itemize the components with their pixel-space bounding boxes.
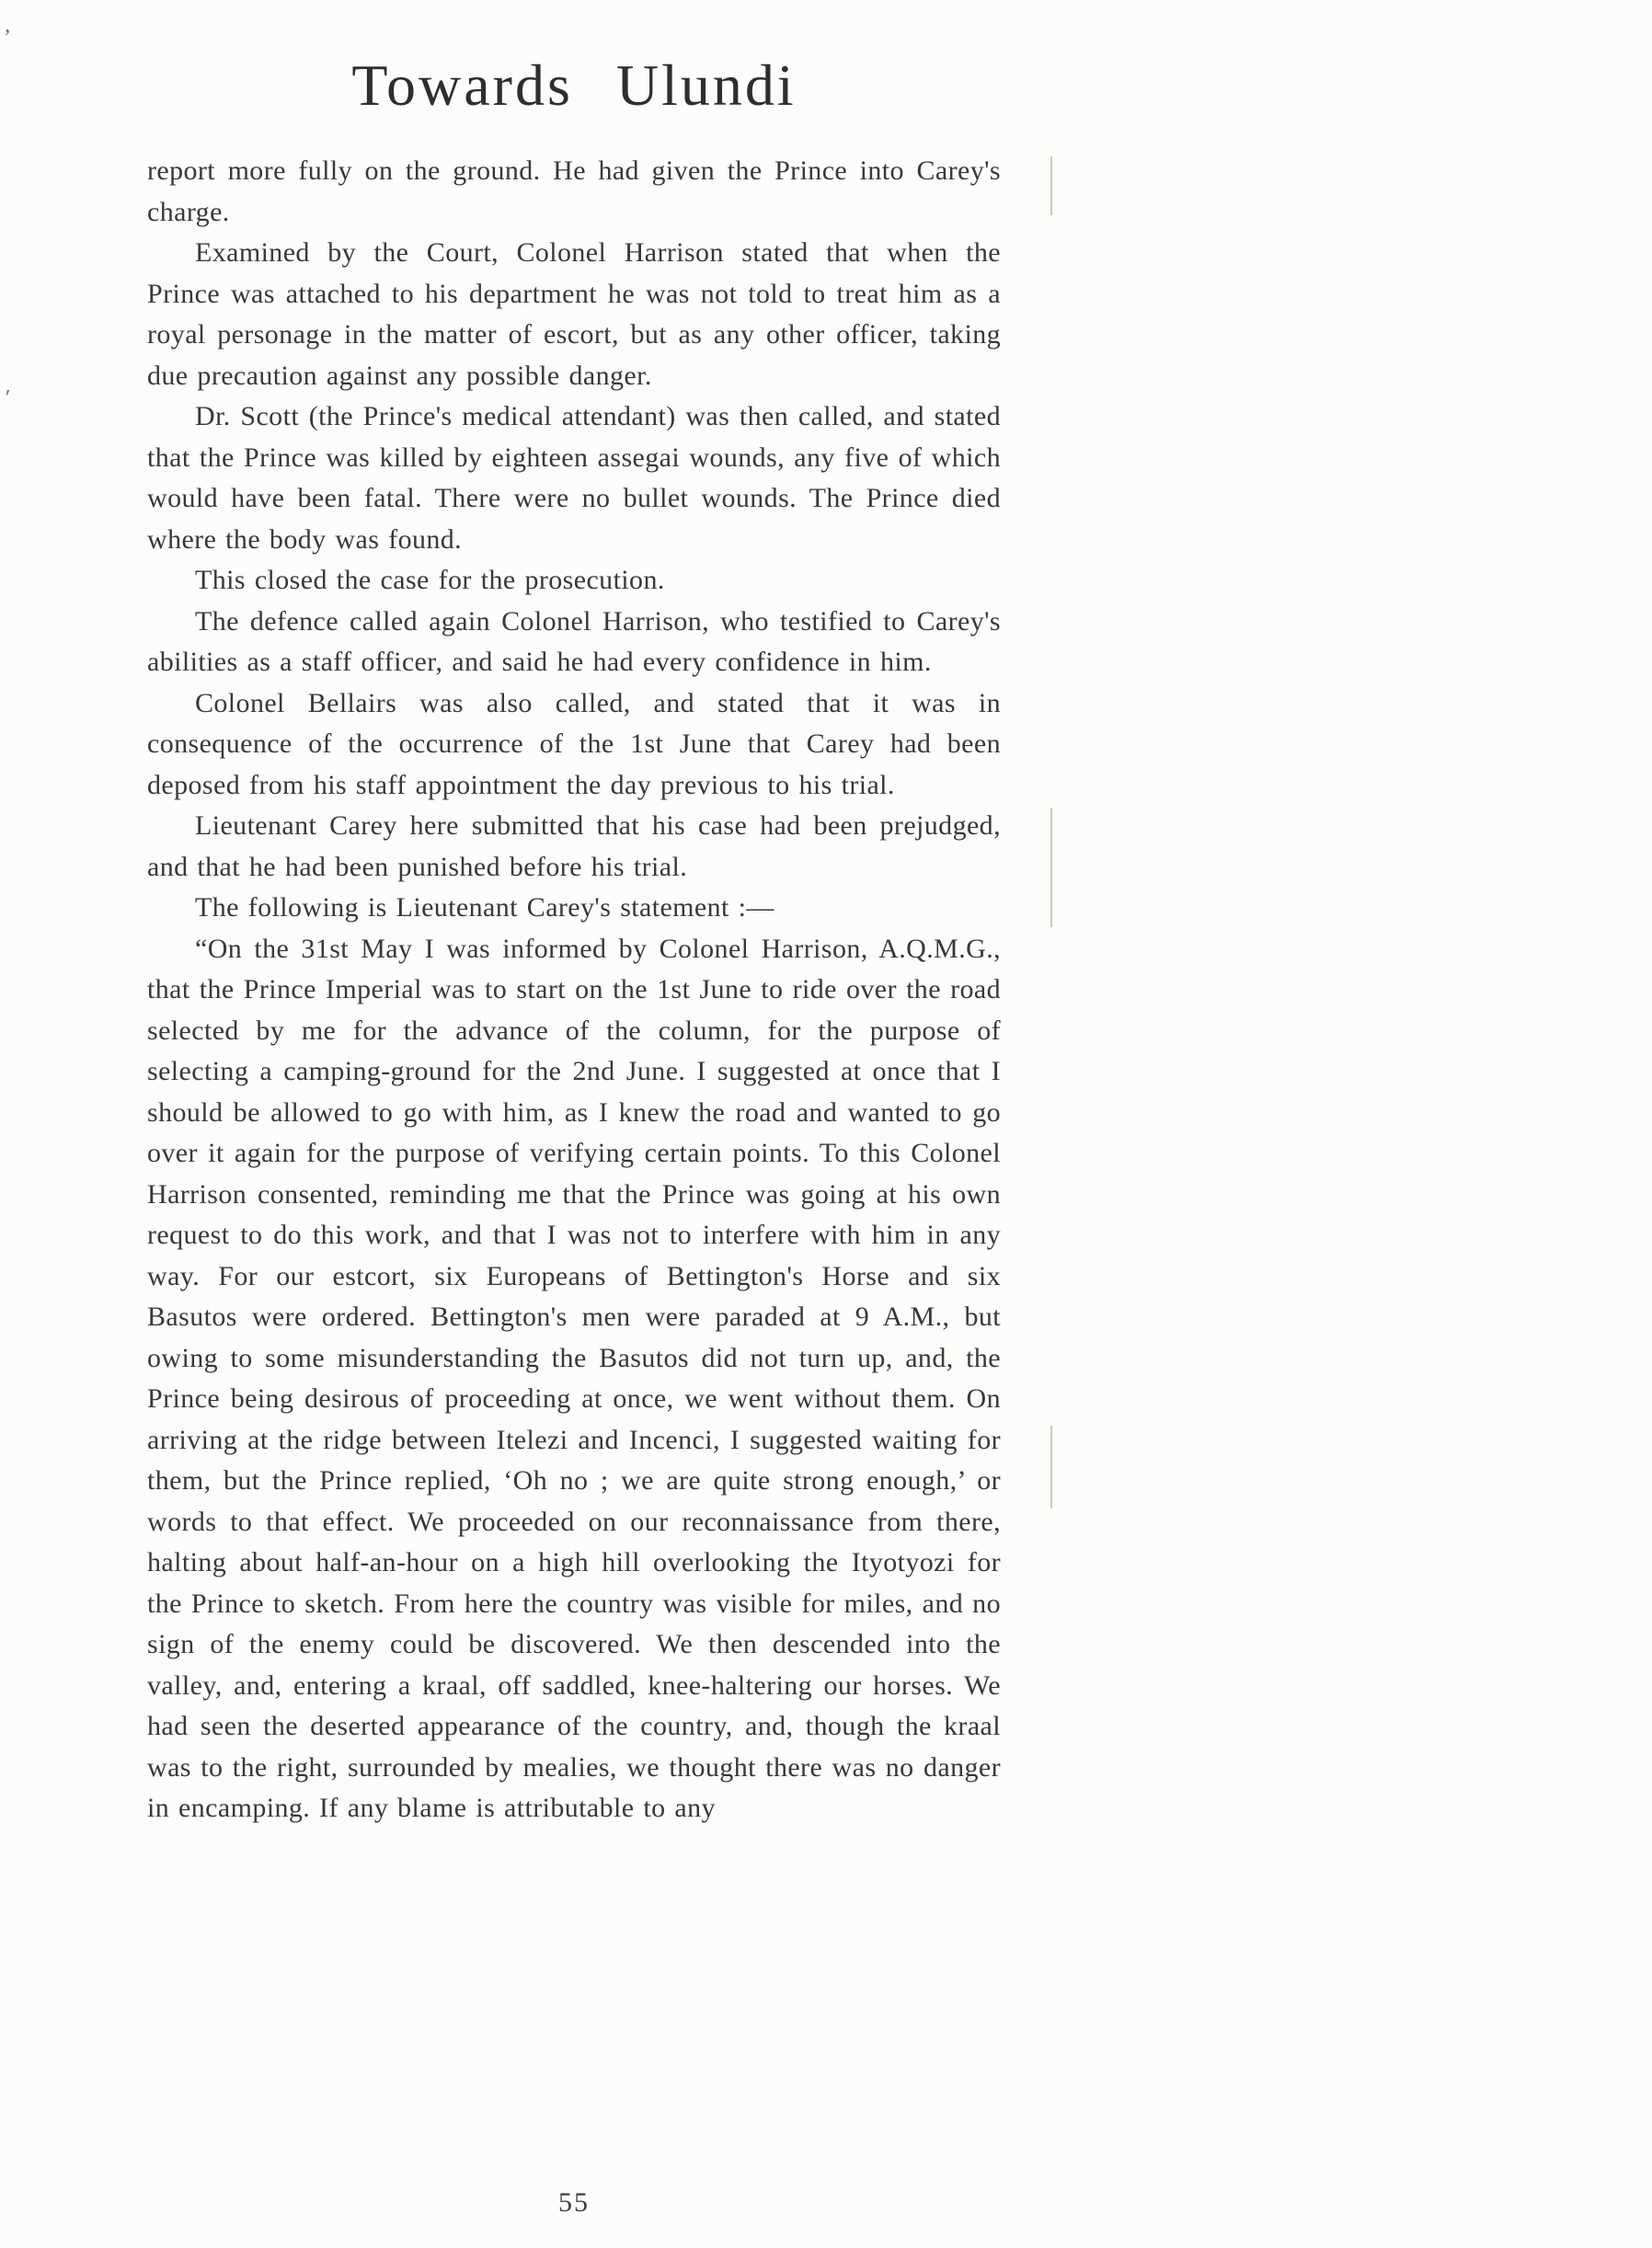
page-content xyxy=(147,52,1001,1829)
text-block xyxy=(147,151,1001,1829)
paragraph: Dr. Scott (the Prince's medical attendant) was then called, and stated that the Prince was killed by eighteen assegai wounds, any five of which would have been fatal. There were no bullet wounds. The Prince died where the body was found. xyxy=(147,401,1001,555)
paragraph: Colonel Bellairs was also called, and stated that it was in consequence of the occurrence of the 1st June that Carey had been deposed from his staff appointment the day previous to his trial. xyxy=(147,687,1001,800)
scan-speck: ′ xyxy=(6,386,11,410)
page-title: Towards Ulundi xyxy=(351,52,797,118)
paragraph: This closed the case for the prosecution. xyxy=(195,565,665,595)
paragraph: The defence called again Colonel Harrison, who testified to Carey's abilities as a staff officer, and said he had every confidence in him. xyxy=(147,605,1001,677)
paragraph: report more fully on the ground. He had given the Prince into Carey's charge. xyxy=(147,155,1001,227)
page-number: 55 xyxy=(558,2187,590,2218)
paragraph: Lieutenant Carey here submitted that his case had been prejudged, and that he had been punished before his trial. xyxy=(147,810,1001,882)
scan-artifact-line xyxy=(1050,808,1052,927)
scan-artifact-line xyxy=(1050,1426,1052,1508)
paragraph: Examined by the Court, Colonel Harrison stated that when the Prince was attached to his department he was not told to treat him as a royal personage in the matter of escort, but as any other officer, taking due precaution against any possible danger. xyxy=(147,237,1001,391)
paragraph: “On the 31st May I was informed by Colonel Harrison, A.Q.M.G., that the Prince Imperial was to start on the 1st June to ride over the road selected by me for the advance of the column, for the purpose of selecting a camping-ground for the 2nd June. I suggested at once that I should be allowed to go with him, as I knew the road and wanted to go over it again for the purpose of verifying certain points. To this Colonel Harrison consented, reminding me that the Prince was going at his own request to do this work, and that I was not to interfere with him in any way. For our estcort, six Europeans of Bettington's Horse and six Basutos were ordered. Bettington's men were paraded at 9 A.M., but owing to some misunderstanding the Basutos did not turn up, and, the Prince being desirous of proceeding at once, we went without them. On arriving at the ridge between Itelezi and Incenci, I suggested waiting for them, but the Prince replied, ‘Oh no ; we are quite strong enough,’ or words to that effect. We proceeded on our reconnaissance from there, halting about half-an-hour on a high hill overlooking the Ityotyozi for the Prince to sketch. From here the country was visible for miles, and no sign of the enemy could be discovered. We then descended into the valley, and, entering a kraal, off saddled, knee-haltering our horses. We had seen the deserted appearance of the country, and, though the kraal was to the right, surrounded by mealies, we thought there was no danger in encamping. If any blame is attributable to any xyxy=(147,933,1001,1823)
scan-speck: ’ xyxy=(4,26,11,50)
paragraph: The following is Lieutenant Carey's statement :— xyxy=(195,892,774,923)
scan-artifact-line xyxy=(1050,156,1052,215)
